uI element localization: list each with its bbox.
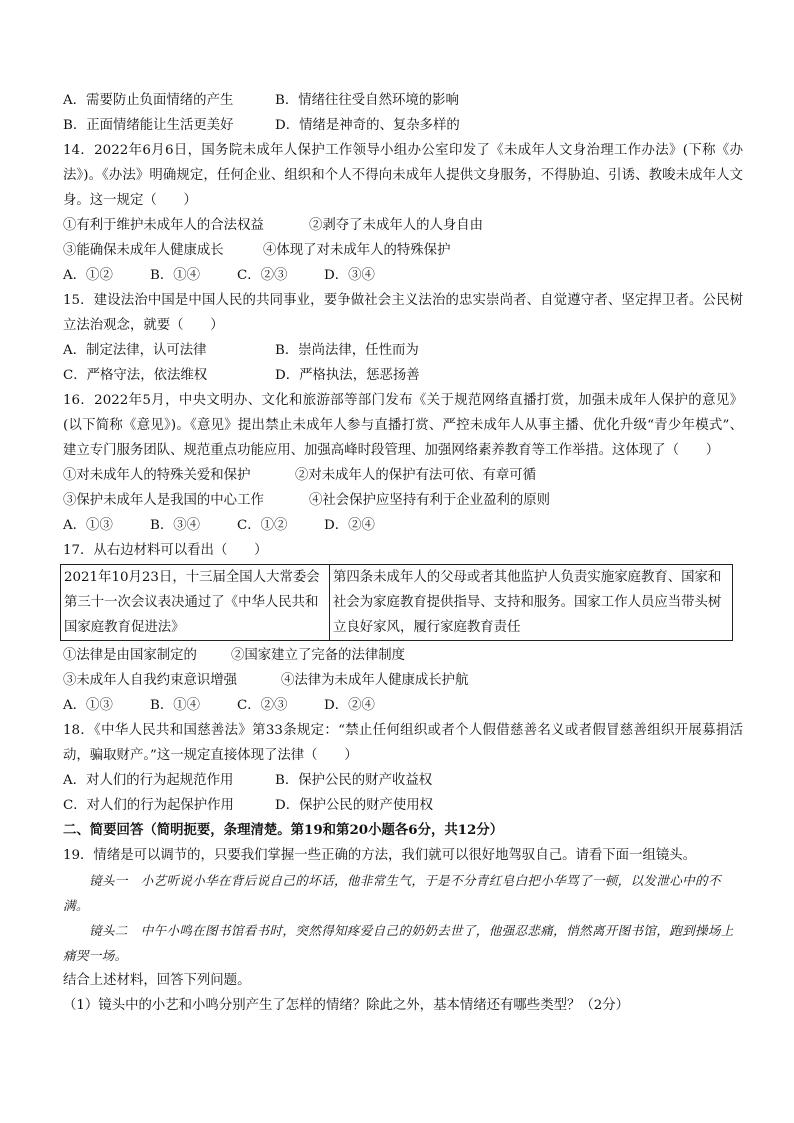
q14-statement-2: ②剥夺了未成年人的人身自由 [309, 218, 484, 233]
q18-option-b: B．保护公民的财产收益权 [275, 773, 433, 788]
q18-stem: 18．《中华人民共和国慈善法》第33条规定：“禁止任何组织或者个人假借慈善名义或者假冒慈善组织开展募捐活动，骗取财产。”这一规定直接体现了法律（ ） [63, 723, 743, 763]
q14-statement-4: ④体现了对未成年人的特殊保护 [263, 243, 451, 258]
q13-option-c: B．正面情绪能让生活更美好 [63, 118, 234, 133]
q14-statements-row2 [63, 238, 743, 263]
q13-options-row1 [63, 88, 743, 113]
q14-statements-row1 [63, 213, 743, 238]
q17-option-d: D．②④ [324, 698, 375, 713]
q13-option-d: D．情绪是神奇的、复杂多样的 [275, 118, 460, 133]
q18-option-d: D．保护公民的财产使用权 [275, 798, 434, 813]
q14-option-d: D．③④ [324, 268, 375, 283]
q16-options [63, 513, 743, 538]
q18-option-c: C．对人们的行为起保护作用 [63, 798, 234, 813]
q17-material-left: 2021年10月23日，十三届全国人大常委会第三十一次会议表决通过了《中华人民共和国家庭教育促进法》 [61, 565, 330, 641]
q16-statements-row2 [63, 488, 743, 513]
q19-prompt: 结合上述材料，回答下列问题。 [63, 973, 251, 988]
q14-statement-3: ③能确保未成年人健康成长 [63, 243, 224, 258]
q17-option-a: A．①③ [63, 698, 113, 713]
q16-statement-2: ②对未成年人的保护有法可依、有章可循 [295, 468, 537, 483]
q18-options-row2 [63, 793, 743, 818]
q14-stem: 14．2022年6月6日，国务院未成年人保护工作领导小组办公室印发了《未成年人文身治理工作办法》(下称《办法》)。《办法》明确规定，任何企业、组织和个人不得向未成年人提供文身服务，不得胁迫、引诱、教唆未成年人文身。这一规定（ ） [63, 143, 743, 208]
q17-statement-1: ①法律是由国家制定的 [63, 648, 197, 663]
q17-option-b: B．①④ [150, 698, 201, 713]
q15-option-b: B．崇尚法律，任性而为 [275, 343, 419, 358]
q17-statements-row1 [63, 643, 743, 668]
q16-statement-1: ①对未成年人的特殊关爱和保护 [63, 468, 251, 483]
q17-statement-2: ②国家建立了完备的法律制度 [231, 648, 406, 663]
q16-option-b: B．③④ [150, 518, 201, 533]
q17-statement-4: ④法律为未成年人健康成长护航 [281, 673, 469, 688]
q16-option-d: D．②④ [324, 518, 375, 533]
q17-material-right: 第四条未成年人的父母或者其他监护人负责实施家庭教育、国家和社会为家庭教育提供指导、支持和服务。国家工作人员应当带头树立良好家风，履行家庭教育责任 [330, 565, 733, 641]
q15-stem: 15．建设法治中国是中国人民的共同事业，要争做社会主义法治的忠实崇尚者、自觉遵守者、坚定捍卫者。公民树立法治观念，就要（ ） [63, 293, 743, 333]
q17-statements-row2 [63, 668, 743, 693]
q15-options-row2 [63, 363, 743, 388]
q19-subquestion-1: （1）镜头中的小艺和小鸣分别产生了怎样的情绪？除此之外，基本情绪还有哪些类型？（2分） [63, 998, 630, 1013]
q17-option-c: C．②③ [237, 698, 288, 713]
q16-option-c: C．①② [237, 518, 288, 533]
section-2-title: 二、简要回答（简明扼要，条理清楚。第19和第20小题各6分，共12分） [63, 822, 504, 838]
q18-option-a: A．对人们的行为起规范作用 [63, 773, 234, 788]
q16-option-a: A．①③ [63, 518, 113, 533]
q17-stem: 17．从右边材料可以看出（ ） [63, 543, 268, 558]
q15-option-d: D．严格执法，惩恶扬善 [275, 368, 420, 383]
q17-material-table [60, 564, 733, 641]
q13-option-a: A．需要防止负面情绪的产生 [63, 93, 234, 108]
exam-page [63, 88, 743, 1018]
q16-statement-3: ③保护未成年人是我国的中心工作 [63, 493, 264, 508]
q17-options [63, 693, 743, 718]
q14-statement-1: ①有利于维护未成年人的合法权益 [63, 218, 264, 233]
q17-statement-3: ③未成年人自我约束意识增强 [63, 673, 238, 688]
q15-option-c: C．严格守法，依法维权 [63, 368, 208, 383]
q16-statements-row1 [63, 463, 743, 488]
q14-option-a: A．①② [63, 268, 113, 283]
q13-option-b: B．情绪往往受自然环境的影响 [275, 93, 459, 108]
q19-stem: 19．情绪是可以调节的，只要我们掌握一些正确的方法，我们就可以很好地驾驭自己。请看下面一组镜头。 [63, 848, 697, 863]
q17-material-row [61, 565, 733, 641]
q15-options-row1 [63, 338, 743, 363]
q14-option-b: B．①④ [150, 268, 201, 283]
q16-stem: 16．2022年5月，中央文明办、文化和旅游部等部门发布《关于规范网络直播打赏，加强未成年人保护的意见》(以下简称《意见》)。《意见》提出禁止未成年人参与直播打赏、严控未成年人从事主播、优化升级“青少年模式”、建立专门服务团队、规范重点功能应用、加强高峰时段管理、加强网络素养教育等工作举措。这体现了（ ） [63, 393, 743, 458]
q15-option-a: A．制定法律，认可法律 [63, 343, 207, 358]
q16-statement-4: ④社会保护应坚持有利于企业盈利的原则 [309, 493, 551, 508]
q14-options [63, 263, 743, 288]
q14-option-c: C．②③ [237, 268, 288, 283]
q13-options-row2 [63, 113, 743, 138]
q19-scene-2: 镜头二 中午小鸣在图书馆看书时，突然得知疼爱自己的奶奶去世了，他强忍悲痛，悄然离开图书馆，跑到操场上痛哭一场。 [63, 923, 734, 963]
q19-scene-1: 镜头一 小艺听说小华在背后说自己的坏话，他非常生气，于是不分青红皂白把小华骂了一顿，以发泄心中的不满。 [63, 873, 721, 913]
q18-options-row1 [63, 768, 743, 793]
